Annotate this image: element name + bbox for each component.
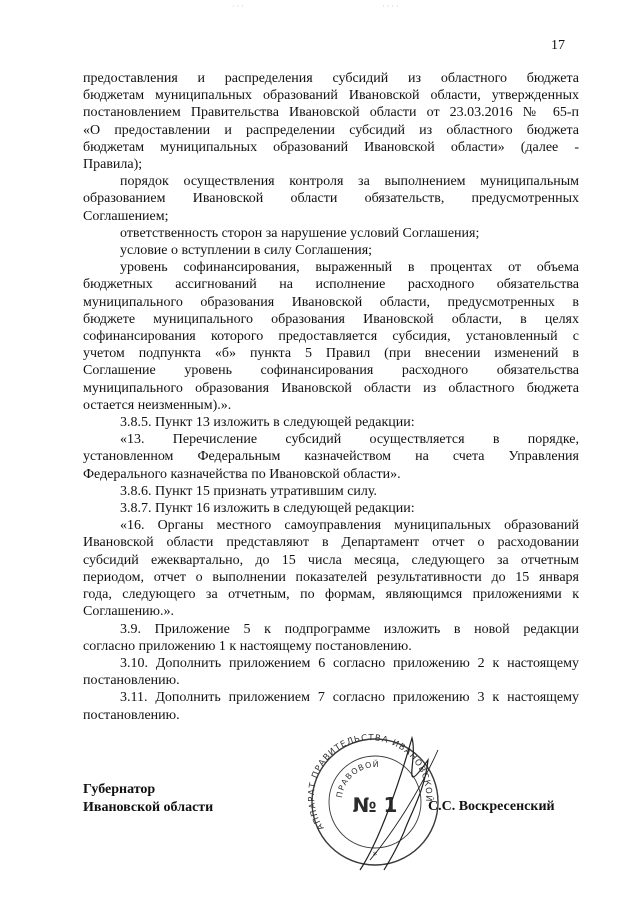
text-line: предоставления и распределения субсидий из областного бюджета <box>83 71 579 86</box>
text-line: «О предоставлении и распределении субсидий из областного бюджета <box>83 122 579 138</box>
text-line: Ивановской области представляют в Департамент отчет о расходовании <box>83 535 579 551</box>
text-line: постановлением Правительства Ивановской области от 23.03.2016 № 65-п <box>83 105 579 121</box>
text-line: муниципального образования Ивановской области из областного бюджета <box>83 380 579 396</box>
text-line: «13. Перечисление субсидий осуществляется в порядке, <box>120 432 579 448</box>
text-line: 3.8.6. Пункт 15 признать утратившим силу. <box>120 483 377 499</box>
text-line: бюджете муниципального образования Ивановской области, в целях <box>83 311 579 327</box>
scan-mark: · · · · <box>382 2 399 11</box>
text-line: образованием Ивановской области обязательств, предусмотренных <box>83 191 579 207</box>
text-line: 3.10. Дополнить приложением 6 согласно приложению 2 к настоящему <box>120 655 579 671</box>
text-line: софинансирования которого предоставляется субсидия, установленный с <box>83 329 579 345</box>
seal-inner-text: ПРАВОВОЙ <box>334 760 380 799</box>
document-body <box>83 70 579 724</box>
text-line: порядок осуществления контроля за выполнением муниципальным <box>120 174 579 190</box>
text-line: Соглашение уровень софинансирования расходного обязательства <box>83 363 579 379</box>
signatory-title-line: Ивановской области <box>83 799 214 815</box>
text-line: бюджетных ассигнований на исполнение расходного обязательства <box>83 277 579 293</box>
text-line: Правила); <box>83 157 143 173</box>
seal-outer-text: АППАРАТ ПРАВИТЕЛЬСТВА ИВАНОВСКОЙ <box>307 733 434 832</box>
text-line: условие о вступлении в силу Соглашения; <box>120 243 373 259</box>
text-line: установленном Федеральным казначейством на счета Управления <box>83 449 579 465</box>
text-line: «16. Органы местного самоуправления муниципальных образований <box>120 518 579 534</box>
scan-mark: · · · <box>232 2 244 11</box>
text-line: учетом подпункта «б» пункта 5 Правил (при внесении изменений в <box>83 346 579 362</box>
text-line: остается неизменным).». <box>83 397 232 413</box>
signatory-title-line: Губернатор <box>83 782 156 797</box>
text-line: постановлению. <box>83 707 180 723</box>
seal-number: № 1 <box>352 793 398 817</box>
text-line: постановлению. <box>83 673 180 689</box>
text-line: 3.9. Приложение 5 к подпрограмме изложить в новой редакции <box>120 621 579 637</box>
text-line: муниципального образования Ивановской области, предусмотренных в <box>83 294 579 310</box>
page-number: 17 <box>551 38 565 53</box>
text-line: 3.8.7. Пункт 16 изложить в следующей редакции: <box>120 501 415 517</box>
text-line: 3.11. Дополнить приложением 7 согласно приложению 3 к настоящему <box>120 690 579 706</box>
text-line: уровень софинансирования, выраженный в процентах от объема <box>120 260 579 276</box>
text-line: бюджетам муниципальных образований Ивановской области, утвержденных <box>83 88 579 104</box>
text-line: Федерального казначейства по Ивановской области». <box>83 466 401 482</box>
text-line: Соглашению.». <box>83 604 175 620</box>
signatory-title <box>83 781 213 816</box>
seal-star: * <box>372 851 378 861</box>
text-line: бюджетам муниципальных образований Ивановской области» (далее - <box>83 139 579 155</box>
text-line: Соглашением; <box>83 208 169 224</box>
signatory-name: С.С. Воскресенский <box>428 799 555 814</box>
text-line: периодом, отчет о выполнении показателей результативности до 15 января <box>83 569 579 585</box>
text-line: согласно приложению 1 к настоящему постановлению. <box>83 638 412 654</box>
text-line: года, следующего за отчетным, по формам, являющимся приложениями к <box>83 587 579 603</box>
text-line: ответственность сторон за нарушение условий Соглашения; <box>120 225 480 241</box>
text-line: 3.8.5. Пункт 13 изложить в следующей редакции: <box>120 415 415 431</box>
text-line: субсидий ежеквартально, до 15 числа месяца, следующего за отчетным <box>83 552 579 568</box>
